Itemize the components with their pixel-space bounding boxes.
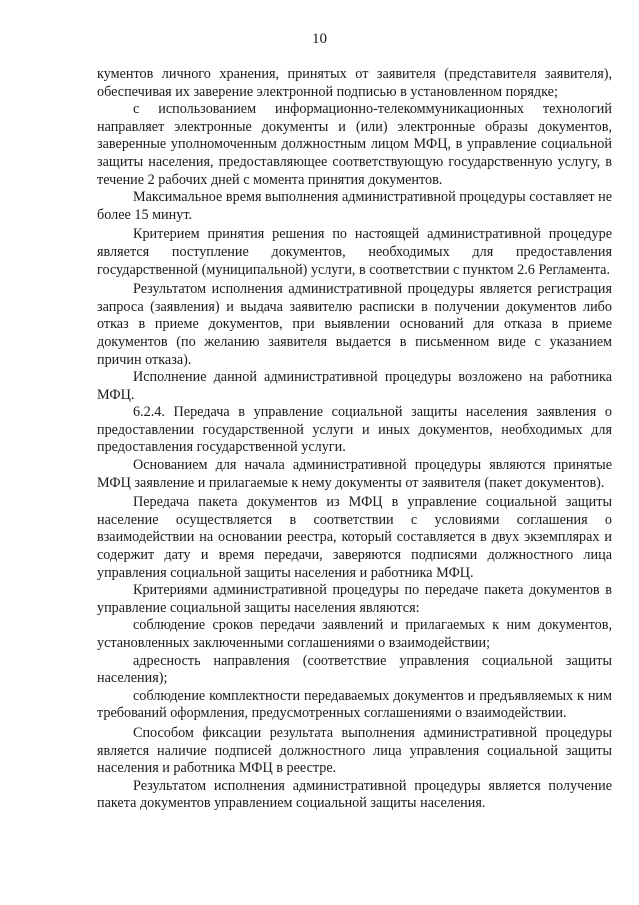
paragraph: 6.2.4. Передача в управление социальной защиты населения заявления о предоставлении государственной услуги и иных документов, необходимых для предоставления государственной услуги. [97, 404, 612, 456]
paragraph: Критериями административной процедуры по передаче пакета документов в управление социальной защиты населения являются: [97, 582, 612, 616]
paragraph: адресность направления (соответствие управления социальной защиты населения); [97, 652, 612, 687]
paragraph: соблюдение комплектности передаваемых документов и предъявляемых к ним требований оформления, предусмотренных соглашениями о взаимодействии. [97, 687, 612, 722]
document-body [97, 66, 612, 813]
paragraph: с использованием информационно-телекоммуникационных технологий направляет электронные документы и (или) электронные образы документов, заверенные уполномоченным должностным лицом МФЦ, в управление социальной защиты населения, предоставляющее соответствующую государственную услугу, в течение 2 рабочих дней с момента принятия документов. [97, 101, 612, 188]
paragraph: Исполнение данной административной процедуры возложено на работника МФЦ. [97, 369, 612, 403]
paragraph: Результатом исполнения административной процедуры является регистрация запроса (заявления) и выдача заявителю расписки в получении документов либо отказ в приеме документов, при выявлении оснований для отказа в приеме документов (по желанию заявителя выдается в письменном виде с указанием причин отказа). [97, 281, 612, 368]
paragraph: соблюдение сроков передачи заявлений и прилагаемых к ним документов, установленных заключенными соглашениями о взаимодействии; [97, 617, 612, 651]
paragraph: Передача пакета документов из МФЦ в управление социальной защиты население осуществляется в соответствии с условиями соглашения о взаимодействии на основании реестра, который составляется в двух экземплярах и содержит дату и время передачи, заверяются подписями должностного лица управления социальной защиты населения и работника МФЦ. [97, 494, 612, 581]
paragraph: Способом фиксации результата выполнения административной процедуры является наличие подписей должностного лица управления социальной защиты населения и работника МФЦ в реестре. [97, 724, 612, 777]
paragraph: Результатом исполнения административной процедуры является получение пакета документов управлением социальной защиты населения. [97, 777, 612, 812]
paragraph: Максимальное время выполнения административной процедуры составляет не более 15 минут. [97, 189, 613, 223]
page-number: 10 [312, 31, 327, 47]
paragraph: кументов личного хранения, принятых от заявителя (представителя заявителя), обеспечивая их заверение электронной подписью в установленном порядке; [97, 66, 612, 100]
paragraph: Основанием для начала административной процедуры являются принятые МФЦ заявление и прилагаемые к нему документы от заявителя (пакет документов). [97, 457, 612, 491]
paragraph: Критерием принятия решения по настоящей административной процедуре является поступление документов, необходимых для предоставления государственной (муниципальной) услуги, в соответствии с пунктом 2.6 Регламента. [97, 226, 612, 278]
